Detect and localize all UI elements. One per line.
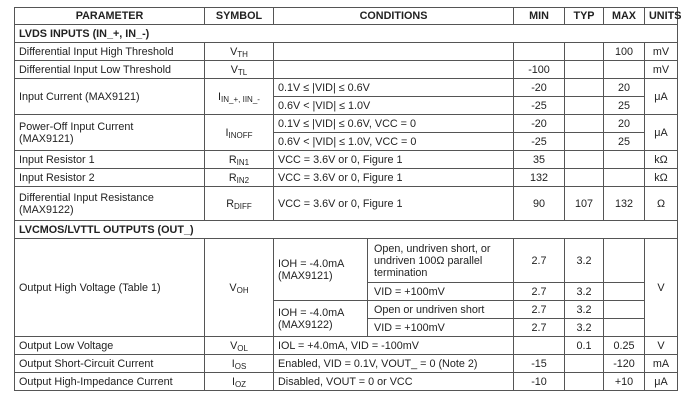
typ-vol: 0.1: [565, 337, 604, 355]
unit-rin1: kΩ: [645, 151, 678, 169]
unit-vtl: mV: [645, 61, 678, 79]
min-rdiff: 90: [514, 187, 565, 221]
typ-voh-a-1: 3.2: [565, 239, 604, 283]
param-ios: Output Short-Circuit Current: [15, 355, 205, 373]
cond-rin1: VCC = 3.6V or 0, Figure 1: [274, 151, 514, 169]
min-voh-a-1: 2.7: [514, 239, 565, 283]
cond-voh-a-1: Open, undriven short, or undriven 100Ω parallel termination: [368, 239, 514, 283]
param-ioz: Output High-Impedance Current: [15, 373, 205, 391]
unit-iinoff: μA: [645, 115, 678, 151]
min-iin-1: -20: [514, 79, 565, 97]
table-row-vth: [15, 43, 678, 61]
header-max: MAX: [604, 8, 645, 25]
header-parameter: PARAMETER: [15, 8, 205, 25]
typ-vtl: [565, 61, 604, 79]
param-rdiff: Differential Input Resistance (MAX9122): [15, 187, 205, 221]
header-row: [15, 8, 678, 25]
min-ioz: -10: [514, 373, 565, 391]
header-min: MIN: [514, 8, 565, 25]
max-iin-2: 25: [604, 97, 645, 115]
param-voh: Output High Voltage (Table 1): [15, 239, 205, 337]
table-row-rin1: [15, 151, 678, 169]
symbol-rin1: $R_{IN1}$: [205, 151, 274, 169]
unit-voh: V: [645, 239, 678, 337]
param-iin: Input Current (MAX9121): [15, 79, 205, 115]
typ-iinoff-1: [565, 115, 604, 133]
typ-rdiff: 107: [565, 187, 604, 221]
cond-voh-a-load: IOH = -4.0mA (MAX9121): [274, 239, 368, 301]
symbol-ios: $I_{OS}$: [205, 355, 274, 373]
cond-voh-a-2: VID = +100mV: [368, 283, 514, 301]
typ-ioz: [565, 373, 604, 391]
max-voh-a-2: [604, 283, 645, 301]
max-iin-1: 20: [604, 79, 645, 97]
unit-vth: mV: [645, 43, 678, 61]
cond-ioz: Disabled, VOUT = 0 or VCC: [274, 373, 514, 391]
min-iinoff-2: -25: [514, 133, 565, 151]
max-vol: 0.25: [604, 337, 645, 355]
typ-voh-a-2: 3.2: [565, 283, 604, 301]
param-rin1: Input Resistor 1: [15, 151, 205, 169]
min-iinoff-1: -20: [514, 115, 565, 133]
table-row-iin-1: [15, 79, 678, 97]
table-row-rdiff: [15, 187, 678, 221]
unit-rin2: kΩ: [645, 169, 678, 187]
spec-table: [14, 7, 682, 391]
symbol-vth: $V_{TH}$: [205, 43, 274, 61]
cond-iinoff-1: 0.1V ≤ |VID| ≤ 0.6V, VCC = 0: [274, 115, 514, 133]
cond-voh-b-1: Open or undriven short: [368, 301, 514, 319]
min-voh-b-2: 2.7: [514, 319, 565, 337]
cond-vth: [274, 43, 514, 61]
typ-rin1: [565, 151, 604, 169]
unit-ios: mA: [645, 355, 678, 373]
unit-ioz: μA: [645, 373, 678, 391]
min-vtl: -100: [514, 61, 565, 79]
max-iinoff-1: 20: [604, 115, 645, 133]
typ-voh-b-1: 3.2: [565, 301, 604, 319]
table-row-rin2: [15, 169, 678, 187]
symbol-iin: $I_{IN\_+, IIN\_-}$: [205, 79, 274, 115]
min-vth: [514, 43, 565, 61]
max-iinoff-2: 25: [604, 133, 645, 151]
table-row-vol: [15, 337, 678, 355]
cond-rdiff: VCC = 3.6V or 0, Figure 1: [274, 187, 514, 221]
cond-rin2: VCC = 3.6V or 0, Figure 1: [274, 169, 514, 187]
min-rin2: 132: [514, 169, 565, 187]
cond-iinoff-2: 0.6V < |VID| ≤ 1.0V, VCC = 0: [274, 133, 514, 151]
max-voh-b-2: [604, 319, 645, 337]
section-lvcmos-row: [15, 221, 678, 239]
min-voh-b-1: 2.7: [514, 301, 565, 319]
min-iin-2: -25: [514, 97, 565, 115]
header-typ: TYP: [565, 8, 604, 25]
typ-voh-b-2: 3.2: [565, 319, 604, 337]
table-row-vtl: [15, 61, 678, 79]
max-voh-b-1: [604, 301, 645, 319]
section-lvds-row: [15, 25, 678, 43]
typ-vth: [565, 43, 604, 61]
typ-iin-2: [565, 97, 604, 115]
param-iinoff: Power-Off Input Current (MAX9121): [15, 115, 205, 151]
symbol-iinoff: $I_{INOFF}$: [205, 115, 274, 151]
cond-voh-b-2: VID = +100mV: [368, 319, 514, 337]
cond-voh-b-load: IOH = -4.0mA (MAX9122): [274, 301, 368, 337]
max-vth: 100: [604, 43, 645, 61]
cond-vtl: [274, 61, 514, 79]
max-ioz: +10: [604, 373, 645, 391]
max-ios: -120: [604, 355, 645, 373]
header-units: UNITS: [645, 8, 678, 25]
cond-ios: Enabled, VID = 0.1V, VOUT_ = 0 (Note 2): [274, 355, 514, 373]
symbol-rin2: $R_{IN2}$: [205, 169, 274, 187]
symbol-vol: $V_{OL}$: [205, 337, 274, 355]
min-voh-a-2: 2.7: [514, 283, 565, 301]
max-rin2: [604, 169, 645, 187]
symbol-vtl: $V_{TL}$: [205, 61, 274, 79]
cond-iin-1: 0.1V ≤ |VID| ≤ 0.6V: [274, 79, 514, 97]
unit-rdiff: Ω: [645, 187, 678, 221]
unit-iin: μA: [645, 79, 678, 115]
header-conditions: CONDITIONS: [274, 8, 514, 25]
unit-vol: V: [645, 337, 678, 355]
param-rin2: Input Resistor 2: [15, 169, 205, 187]
header-symbol: SYMBOL: [205, 8, 274, 25]
symbol-rdiff: $R_{DIFF}$: [205, 187, 274, 221]
max-rdiff: 132: [604, 187, 645, 221]
symbol-voh: $V_{OH}$: [205, 239, 274, 337]
section-lvds: LVDS INPUTS (IN_+, IN_-): [15, 25, 678, 43]
section-lvcmos: LVCMOS/LVTTL OUTPUTS (OUT_): [15, 221, 678, 239]
table-row-ios: [15, 355, 678, 373]
min-ios: -15: [514, 355, 565, 373]
cond-vol: IOL = +4.0mA, VID = -100mV: [274, 337, 514, 355]
min-rin1: 35: [514, 151, 565, 169]
typ-rin2: [565, 169, 604, 187]
typ-iinoff-2: [565, 133, 604, 151]
symbol-ioz: $I_{OZ}$: [205, 373, 274, 391]
table-row-ioz: [15, 373, 678, 391]
param-vth: Differential Input High Threshold: [15, 43, 205, 61]
max-voh-a-1: [604, 239, 645, 283]
param-vtl: Differential Input Low Threshold: [15, 61, 205, 79]
table-row-iinoff-1: [15, 115, 678, 133]
typ-ios: [565, 355, 604, 373]
min-vol: [514, 337, 565, 355]
max-rin1: [604, 151, 645, 169]
table-row-voh-1: [15, 239, 678, 283]
param-vol: Output Low Voltage: [15, 337, 205, 355]
max-vtl: [604, 61, 645, 79]
cond-iin-2: 0.6V < |VID| ≤ 1.0V: [274, 97, 514, 115]
typ-iin-1: [565, 79, 604, 97]
